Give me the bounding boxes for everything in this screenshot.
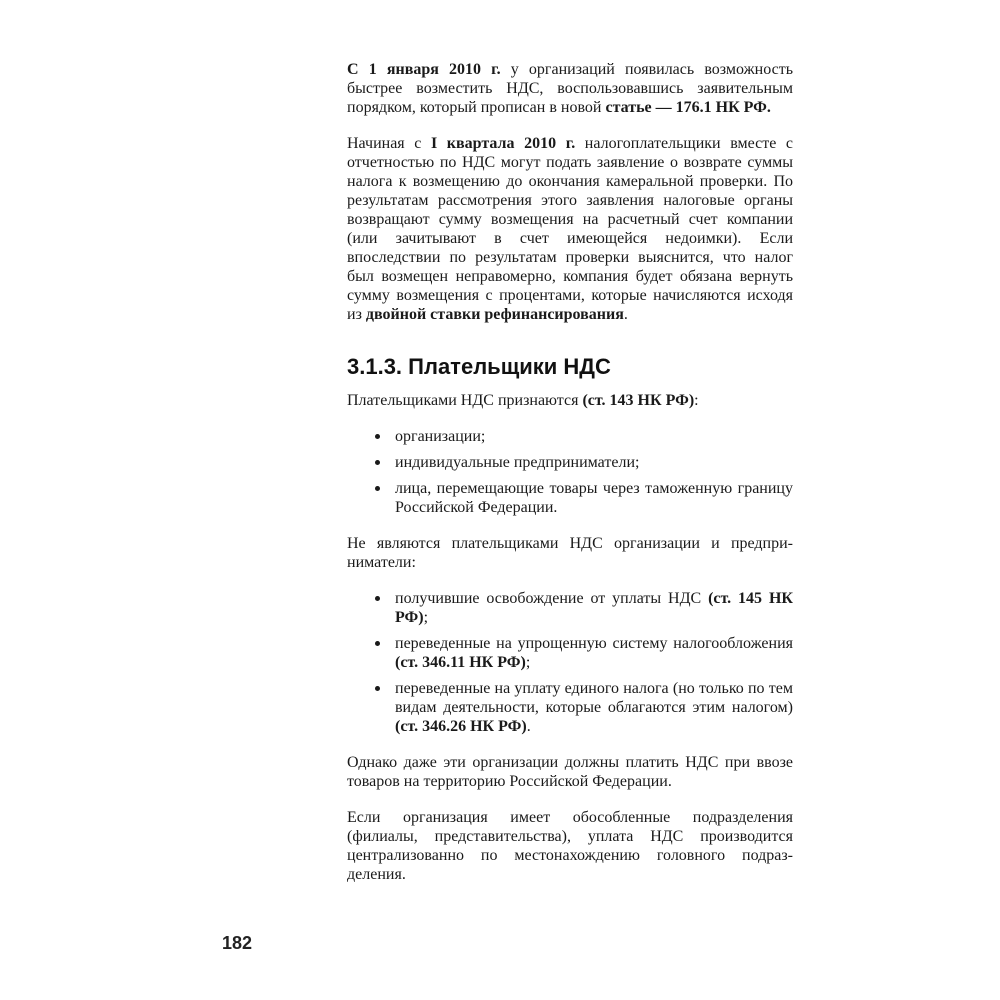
paragraph-6: Если организация имеет обособленные подразделения (филиалы, представительства), уплата НДС производится централизованно по местонахождению головного подразделения. — [347, 809, 793, 883]
text-segment: индивидуальные предприниматели; — [395, 454, 640, 471]
bullet-icon — [375, 641, 380, 646]
text-segment-bold: (ст. 145 НК РФ) — [395, 590, 794, 626]
text-segment: : — [694, 392, 699, 409]
text-segment-bold: I квартала 2010 г. — [430, 135, 576, 152]
paragraph-2 — [347, 134, 793, 324]
text-segment-bold: (ст. 143 НК РФ) — [582, 392, 695, 409]
payers-list — [347, 427, 793, 517]
text-segment: лица, перемещающие товары через таможенную границу Российской Федерации. — [395, 480, 793, 516]
list-item — [347, 479, 793, 517]
text-segment: . — [526, 718, 531, 735]
text-segment: у организаций появилась возможность быстрее возместить НДС, воспользовавшись заявительным порядком, который прописан в новой — [347, 61, 793, 116]
list-item — [347, 427, 793, 446]
bullet-icon — [375, 686, 380, 691]
text-segment-bold: (ст. 346.26 НК РФ) — [395, 718, 527, 735]
text-segment-bold: статье — 176.1 НК РФ. — [605, 99, 771, 116]
list-item — [347, 634, 793, 672]
bullet-icon — [375, 486, 380, 491]
text-segment-bold: двойной ставки рефинансирования — [365, 306, 624, 323]
text-segment: ; — [525, 654, 531, 671]
text-segment: Начиная с — [347, 135, 431, 152]
text-segment: налогоплательщики вместе с отчетностью по НДС могут подать заявление о возврате суммы налога к возмещению до окончания камеральной проверки. По результатам рассмотрения этого заявления налоговые органы возвращают сумму возмещения на расчетный счет компании (или зачитывают в счет имеющейся недоимки). Если впоследствии по результатам проверки выяснится, что налог был возмещен неправомерно, компания будет обязана вернуть сумму возмещения с процентами, которые начисляются исходя из — [347, 135, 794, 323]
text-segment: организации; — [395, 428, 486, 445]
list-item — [347, 589, 793, 627]
page-number: 182 — [222, 933, 253, 953]
text-segment: ; — [423, 609, 429, 626]
paragraph-3 — [347, 391, 793, 410]
text-segment-bold: (ст. 346.11 НК РФ) — [395, 654, 526, 671]
paragraph-1 — [347, 60, 793, 117]
section-heading: 3.1.3. Плательщики НДС — [347, 354, 611, 379]
text-segment: получившие освобождение от уплаты НДС — [395, 590, 709, 607]
text-column — [347, 0, 793, 901]
text-segment: переведенные на упрощенную систему налогообложения — [395, 635, 793, 652]
text-segment: . — [623, 306, 628, 323]
text-segment-bold: С 1 января 2010 г. — [347, 61, 501, 78]
list-item — [347, 679, 793, 736]
paragraph-5: Однако даже эти организации должны платить НДС при ввозе товаров на территорию Российской Федерации. — [347, 754, 793, 790]
exclusions-list — [347, 589, 793, 736]
bullet-icon — [375, 596, 380, 601]
text-segment: переведенные на уплату единого налога (но только по тем видам деятельности, которые облагаются этим налогом) — [395, 680, 793, 716]
bullet-icon — [375, 460, 380, 465]
list-item — [347, 453, 793, 472]
text-segment: Плательщиками НДС признаются — [347, 392, 583, 409]
bullet-icon — [375, 434, 380, 439]
paragraph-4: Не являются плательщиками НДС организации и предприниматели: — [347, 535, 793, 571]
